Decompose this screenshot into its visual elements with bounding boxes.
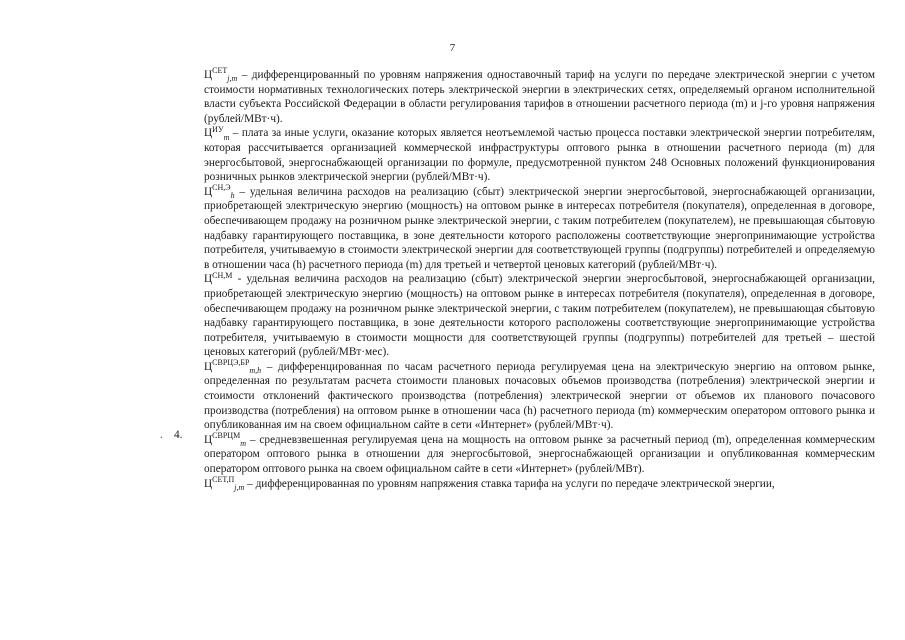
symbol-base: Ц (204, 69, 213, 81)
definition-text: – плата за иные услуги, оказание которых является неотъемлемой частью процесса поставки электрической энергии потребителям, которая рассчитывается организацией коммерческой инфраструктуры оптового рынка в отношении расчетного периода (m) для энергосбытовой, энергоснабжающей организации по формуле, предусмотренной пунктом 248 Основных положений функционирования розничных рынков электрической энергии (рублей/МВт·ч). (204, 127, 875, 184)
definition-paragraph (204, 360, 875, 433)
formula-symbol (204, 358, 262, 376)
definition-paragraph (204, 474, 875, 492)
item-number: 4. (174, 429, 183, 441)
definition-text: - удельная величина расходов на реализацию (сбыт) электрической энергии энергосбытовой, энергоснабжающей организации, приобретающей электрическую энергию (мощность) на оптовом рынке в интересах потребителя (покупателя), определенная в договоре, обеспечивающем продажу на розничном рынке электрической энергии, с таким потребителем (покупателем), не превышающая сбытовую надбавку гарантирующего поставщика, в зоне деятельности которого расположены соответствующие энергопринимающие устройства потребителя, учитываемую в стоимости мощности для соответствующей группы (подгруппы) потребителей для третьей – шестой ценовых категорий (рублей/МВт·мес). (204, 273, 875, 359)
formula-symbol (204, 182, 235, 200)
definition-paragraph (204, 182, 875, 273)
symbol-superscript: ИУ (212, 124, 224, 134)
formula-symbol (204, 66, 238, 84)
formula-symbol (204, 270, 233, 286)
definition-paragraph (204, 433, 875, 477)
formula-symbol (204, 431, 246, 449)
symbol-superscript: СВРЦМ (212, 431, 241, 441)
definition-text: – дифференцированная по часам расчетного периода регулируемая цена на электрическую энергию на оптовом рынке, определенная по результатам расчета стоимости плановых почасовых объемов производства (потребления) электрической энергии и стоимости отклонений фактического производства (потребления) электрической энергии от объемов их планового почасового производства (потребления) на оптовом рынке в отношении часа (h) расчетного периода (m) коммерческим оператором оптового рынка и опубликованная им на своем официальном сайте в сети «Интернет» (рублей/МВт·ч). (204, 360, 875, 432)
bullet-dot: . (160, 429, 163, 441)
symbol-base: Ц (204, 127, 213, 140)
definition-text: – удельная величина расходов на реализацию (сбыт) электрической энергии энергосбытовой, энергоснабжающей организации, приобретающей электрическую энергию (мощность) на оптовом рынке в интересах потребителя (покупателя), определенная в договоре, обеспечивающем продажу на розничном рынке электрической энергии, с таким потребителем (покупателем), не превышающая сбытовую надбавку гарантирующего поставщика, в зоне деятельности которого расположены соответствующие энергопринимающие устройства потребителя, учитываемую в стоимости электрической энергии для соответствующей группы (подгруппы) потребителей и определяемую в отношении часа (h) расчетного периода (m) для третьей и четвертой ценовых категорий (рублей/МВт·ч). (204, 185, 875, 271)
symbol-superscript: СН,Э (212, 182, 231, 192)
symbol-base: Ц (204, 273, 213, 286)
symbol-superscript: СЕТ,П (212, 474, 235, 484)
symbol-subscript: m (223, 132, 230, 142)
symbol-subscript: j,m (234, 482, 245, 492)
formula-symbol (204, 474, 245, 492)
document-body (204, 68, 875, 491)
symbol-superscript: СЕТ (212, 66, 228, 76)
formula-symbol (204, 124, 230, 142)
symbol-superscript: СН,М (212, 270, 233, 280)
symbol-base: Ц (204, 433, 213, 446)
symbol-subscript: j,m (227, 74, 238, 84)
definition-paragraph (204, 272, 875, 360)
page-number: 7 (449, 42, 456, 54)
symbol-base: Ц (204, 185, 213, 198)
definition-text: – дифференцированный по уровням напряжения одноставочный тариф на услуги по передаче электрической энергии с учетом стоимости нормативных технологических потерь электрической энергии в электрических сетях, определяемый органом исполнительной власти субъекта Российской Федерации в области регулирования тарифов в отношении расчетного периода (m) и j-го уровня напряжения (рублей/МВт·ч). (204, 69, 875, 125)
symbol-subscript: h (230, 191, 235, 200)
symbol-base: Ц (204, 477, 213, 490)
symbol-base: Ц (204, 360, 213, 373)
definition-text: – дифференцированная по уровням напряжения ставка тарифа на услуги по передаче электрической энергии, (244, 477, 775, 490)
symbol-subscript: m (240, 439, 246, 449)
definition-paragraph (204, 126, 875, 184)
definition-text: – средневзвешенная регулируемая цена на мощность на оптовом рынке за расчетный период (m), определенная коммерческим оператором оптового рынка в отношении для энергосбытовой, энергоснабжающей организации и опубликованная коммерческим оператором оптового рынка на своем официальном сайте в сети «Интернет» (рублей/МВт). (204, 433, 875, 476)
symbol-subscript: m,h (249, 366, 262, 376)
symbol-superscript: СВРЦЭ,БР (212, 358, 250, 368)
definition-paragraph (204, 68, 875, 126)
